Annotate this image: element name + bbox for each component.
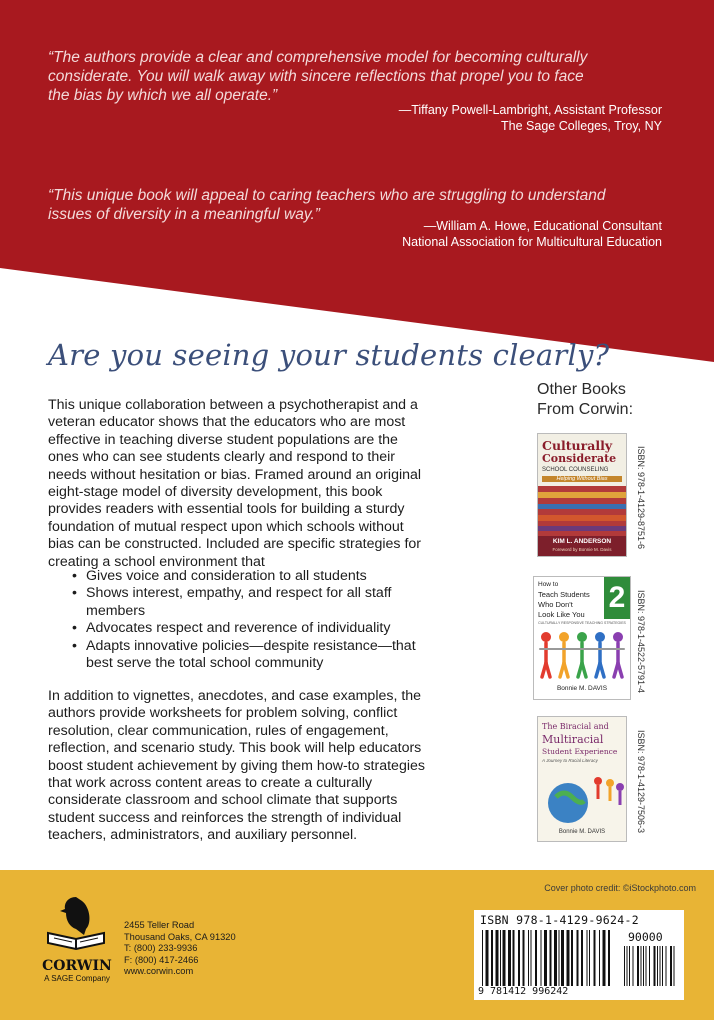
book-cover-culturally-considerate: Culturally Considerate SCHOOL COUNSELING Helping Without Bias KIM L. ANDERSON Foreword by Bonnie M. Davis [537,433,627,557]
list-item: • Gives voice and consideration to all students [72,568,472,585]
hands-photo [538,486,626,536]
isbn-book-1: ISBN: 978-1-4129-8751-6 [636,446,646,550]
isbn-book-2: ISBN: 978-1-4522-5791-4 [636,590,646,694]
isbn-book-3: ISBN: 978-1-4129-7506-3 [636,730,646,834]
quote-1-attribution: —Tiffany Powell-Lambright, Assistant Professor The Sage Colleges, Troy, NY [398,103,662,133]
intro-paragraph: This unique collaboration between a psychotherapist and a veteran educator shows that the educators who are most effective in teaching diverse student populations are the ones who can see students clearly and respond to their needs without hesitation or bias. Framed around an original eight-stage model of diversity development, this book provides readers with essential tools for building a sturdy foundation of mutual respect upon which schools without bias can be constructed. Included are specific strategies for creating a school environment that [48,397,422,570]
cover-photo-credit: Cover photo credit: ©iStockphoto.com [544,883,696,893]
barcode-bars [482,930,612,988]
corwin-logo: CORWIN A SAGE Company [38,893,116,983]
publisher-address: 2455 Teller Road Thousand Oaks, CA 91320 T: (800) 233-9936 F: (800) 417-2466 www.corwin.com [124,920,236,976]
book-cover-biracial-multiracial: The Biracial and Multiracial Student Experience A Journey to Racial Literacy Bonnie M. DAVIS [537,716,627,842]
quote-1: “The authors provide a clear and comprehensive model for becoming culturally considerate. You will walk away with sincere reflections that propel you to face the bias by which we all operate.” [48,49,588,104]
strategy-list [72,568,472,672]
list-item: • Adapts innovative policies—despite resistance—that best serve the total school community [72,638,472,673]
list-item: • Shows interest, empathy, and respect for all staff members [72,585,472,620]
list-item: • Advocates respect and reverence of individuality [72,620,472,637]
details-paragraph: In addition to vignettes, anecdotes, and case examples, the authors provide worksheets for problem solving, conflict resolution, clear communication, rules of engagement, reflection, and scenario study. This book will help educators boost student achievement by giving them how-to strategies that work across content areas to create a culturally considerate classroom and school climate that supports student success and reinforces the strength of individual teachers, administrators, and auxiliary personnel. [48,688,425,844]
isbn-barcode: ISBN 978-1-4129-9624-2 90000 9 781412 996242 [474,910,684,1000]
book-cover-how-to-teach: How to Teach Students Who Don't Look Like You 2 CULTURALLY RESPONSIVE TEACHING STRATEGIES Bonnie M. DAVIS [533,576,631,700]
price-barcode-bars [624,946,676,988]
raven-book-icon [38,893,116,951]
globe-people-illustration [538,767,626,827]
quote-2-attribution: —William A. Howe, Educational Consultant National Association for Multicultural Education [402,219,662,249]
other-books-title: Other Books From Corwin: [537,381,634,418]
paper-people-illustration [536,629,628,679]
headline: Are you seeing your students clearly? [48,338,610,372]
quote-2: “This unique book will appeal to caring teachers who are struggling to understand issues of diversity in a meaningful way.” [48,187,606,223]
